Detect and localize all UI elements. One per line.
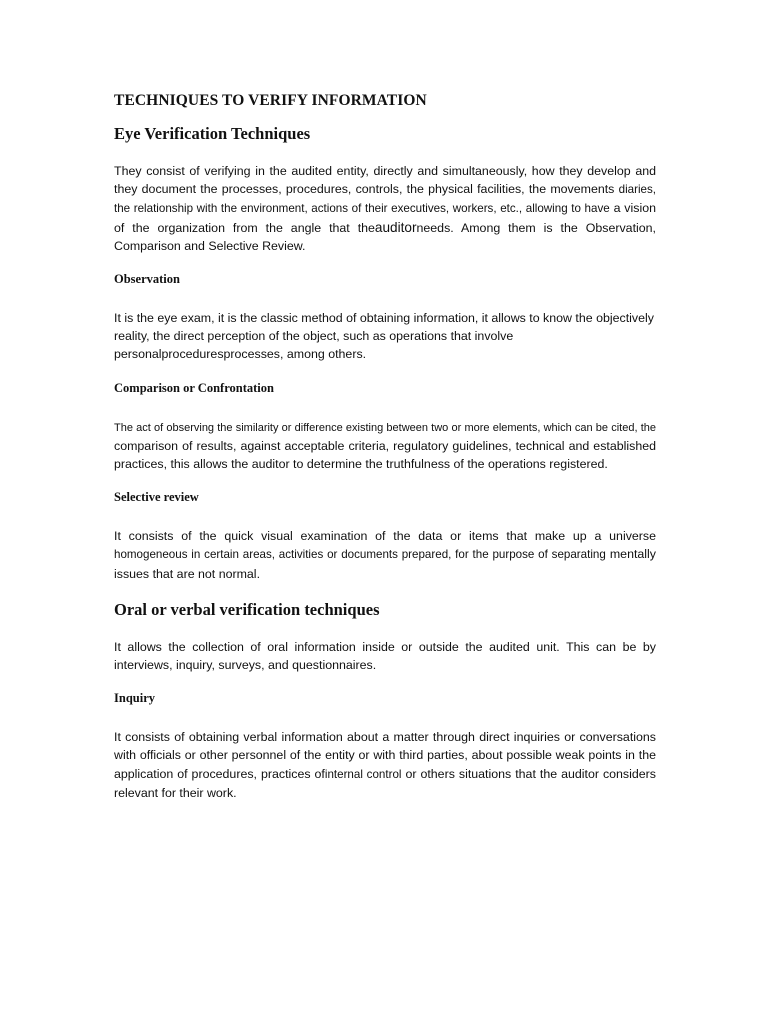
paragraph-selective-review [114, 527, 656, 583]
paragraph-eye-intro-line-d: needs. Among them is the Observation, Comparison and Selective Review. [114, 220, 656, 253]
subheading-selective-review: Selective review [114, 490, 199, 505]
paragraph-inquiry-line-a: It consists of obtaining verbal information about a matter through direct inquiries or conversations with officials or other personnel of the entity or with third parties, about possible weak points in the application of procedures, practices of [114, 730, 656, 781]
paragraph-comparison-line-b: comparison of results, against acceptable criteria, regulatory guidelines, technical and established practices, this allows the auditor to determine the truthfulness of the operations registered. [114, 438, 656, 472]
document-content [114, 92, 656, 819]
subheading-comparison: Comparison or Confrontation [114, 380, 274, 395]
internal-control-phrase: internal control [324, 767, 402, 781]
paragraph-inquiry [114, 728, 656, 802]
auditor-word: auditor [374, 219, 417, 235]
paragraph-comparison-line-a: The act of observing the similarity or difference existing between two or more elements, which can be cited, the [114, 421, 656, 434]
paragraph-eye-intro-line-a: They consist of verifying in the audited entity, directly and simultaneously, how they develop and they document the processes, procedures, controls, the physical facilities, the movements [114, 164, 656, 197]
paragraph-comparison [114, 418, 656, 474]
section-heading-oral-verification: Oral or verbal verification techniques [114, 599, 380, 619]
document-title: TECHNIQUES TO VERIFY INFORMATION [114, 92, 427, 109]
paragraph-eye-intro-line-b: diaries, the relationship with the environment, actions of their executives, workers, etc., allowing to have [114, 183, 656, 216]
paragraph-eye-intro-line-c: a vision of the organization from the angle that the [114, 201, 656, 235]
paragraph-eye-intro [114, 162, 656, 255]
section-heading-eye-verification: Eye Verification Techniques [114, 124, 311, 143]
paragraph-selective-line-b: homogeneous in certain areas, activities or documents prepared, for the purpose of separating [114, 548, 606, 562]
paragraph-oral-intro: It allows the collection of oral information inside or outside the audited unit. This can be by interviews, inquiry, surveys, and questionnaires. [114, 639, 656, 673]
paragraph-inquiry-line-b: or others situations that the auditor considers relevant for their work. [114, 766, 656, 800]
subheading-observation: Observation [114, 272, 180, 287]
paragraph-selective-line-c: mentally issues that are not normal. [114, 547, 656, 581]
paragraph-selective-line-a: It consists of the quick visual examination of the data or items that make up a universe [114, 529, 656, 544]
paragraph-observation: It is the eye exam, it is the classic method of obtaining information, it allows to know the objectively reality, the direct perception of the object, such as operations that involve personalproceduresprocesses, among others. [114, 311, 654, 362]
subheading-inquiry: Inquiry [114, 691, 155, 706]
